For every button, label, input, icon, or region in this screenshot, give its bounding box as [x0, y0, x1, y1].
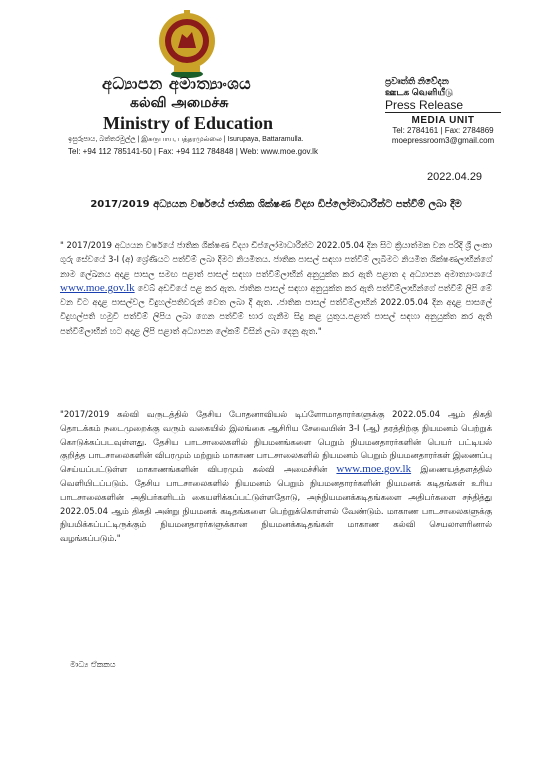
ministry-name-english: Ministry of Education	[103, 113, 274, 133]
media-unit-email: moepressroom3@gmail.com	[391, 136, 495, 145]
tamil-paragraph	[60, 408, 492, 546]
sinhala-paragraph-text: " 2017/2019 අධ්‍යයන වර්ෂයේ ජාතික ශික්ෂණ විද්‍යා ඩිප්ලෝමාධාරීන්ට 2022.05.04 දින සිට ක්‍රියාත්මක වන පරිදි ශ්‍රී ලංකා ගුරු සේවයේ 3-I (අ) ශ්‍රේණියට පත්වීම් ලබා දීමට නියමිතය. ජාතික පාසල් සඳහා පත්වීම් ලැබීමට නියමිත ශික්ෂණලාභීන්ගේ නාම ලේඛනය අදාළ පාසල සමඟ පළාත් පාසල් සඳහා පත්වීම්ලාභීන් අනුයුක්ත කර ඇති පළාත ද අධ්‍යාපන අමාත්‍යාංශයේ	[60, 240, 492, 279]
address-line: ඉසුරුපාය, බත්තරමුල්ල | இசுருபாய, பத்தரமுல்லை | Isurupaya, Battaramulla.	[68, 136, 304, 143]
press-release-sinhala: ප්‍රවෘත්ති නිවේදන	[385, 76, 449, 86]
press-release-block	[385, 76, 501, 146]
release-title: 2017/2019 අධ්‍යයන වර්ෂයේ ජාතික ශික්ෂණ විද්‍යා ඩිප්ලෝමාධාරීන්ට පත්වීම් ලබා දීම	[90, 199, 462, 210]
contact-line: Tel: +94 112 785141-50 | Fax: +94 112 784848 | Web: www.moe.gov.lk	[68, 147, 318, 156]
sri-lanka-emblem-icon	[156, 8, 218, 80]
press-release-tamil: ஊடக வெளியீடு	[385, 87, 454, 97]
sinhala-website-link[interactable]: www.moe.gov.lk	[60, 281, 135, 294]
release-date: 2022.04.29	[427, 171, 483, 183]
ministry-name-tamil: கல்வி அமைச்சு	[130, 95, 229, 111]
tamil-website-link[interactable]: www.moe.gov.lk	[336, 463, 412, 476]
tamil-paragraph-text-continued: இணையத்தளத்தில் வெளியிடப்படும். தேசிய பாடசாலைகளில் நியமனம் பெறும் நியமனதாரர்களின் நியமனக் கடிதங்கள் உரிய பாடசாலைகளின் அதிபர்களிடம் கையளிக்கப்பட்டுள்ளதோடு, அந்நியமனக்கடிதங்களை அதிபர்களை சந்தித்து 2022.05.04 ஆம் திகதி அன்று நியமனக் கடிதங்களை பெற்றுக்கொள்ளல் வேண்டும். மாகாண பாடசாலைகளுக்கு நியமிக்கப்பட்டிருக்கும் நியமனதாரர்களுக்கான நியமனக்கடிதங்கள் மாகாண கல்வி செயலாளரினால் வழங்கப்படும்."	[60, 464, 492, 544]
sinhala-paragraph-text-continued: වෙබ් අඩවියේ පළ කර ඇත. ජාතික පාසල් සඳහා අනුයුක්ත කර ඇති පත්වීම්ලාභීන්ගේ පත්වීම් ලිපි මේ වන විට අදාළ පාසල්වල විදුහල්පතිවරුන් වෙත ලබා දී ඇත. .ජාතික පාසල් පත්වීම්ලාභීන් 2022.05.04 දින අදාළ පාසලේ විදුහල්පති හමුවී පත්වීම් ලිපිය ලබා ගෙන පත්වීම් භාර ගැනීම සිදු කළ යුතුය.පළාත් පාසල් සඳහා අනුයුක්ත කර ඇති පත්වීම්ලාභීන් හට අදාළ ලිපි පළාත් අධ්‍යාපන ලේකම් විසින් ලබා දෙනු ඇත."	[60, 282, 492, 336]
ministry-name-sinhala: අධ්‍යාපන අමාත්‍යාංශය	[102, 74, 252, 93]
media-unit-tel-fax: Tel: 2784161 | Fax: 2784869	[392, 126, 494, 135]
sinhala-paragraph	[60, 238, 492, 338]
tamil-paragraph-text: "2017/2019 கல்வி வருடத்தில் தேசிய போதனாவியல் டிப்ளோமாதாரர்களுக்கு 2022.05.04 ஆம் திகதி தொடக்கம் நடைமுறைக்கு வரும் வகையில் இலங்கை ஆசிரிய சேவையின் 3-I (ஆ) தரத்திற்கு நியமனம் பெற்றுக் கொடுக்கப்படவுள்ளது. தேசிய பாடசாலைகளில் நியமனங்களை பெறும் நியமனதாரர்களின் பெயர் பட்டியல் குறித்த பாடசாலைகளின் விபரமும் மற்றும் மாகாண பாடசாலைகளில் நியமனம் பெறும் நியமனதாரர்கள் இணைப்பு செய்யப்பட்டுள்ள மாகாணங்களின் விபரமும் கல்வி அமைச்சின்	[60, 409, 492, 475]
media-unit-signature: මාධ්‍ය ඒකකය	[70, 660, 116, 669]
media-unit-label: MEDIA UNIT	[411, 115, 475, 126]
press-release-english: Press Release	[385, 98, 501, 113]
